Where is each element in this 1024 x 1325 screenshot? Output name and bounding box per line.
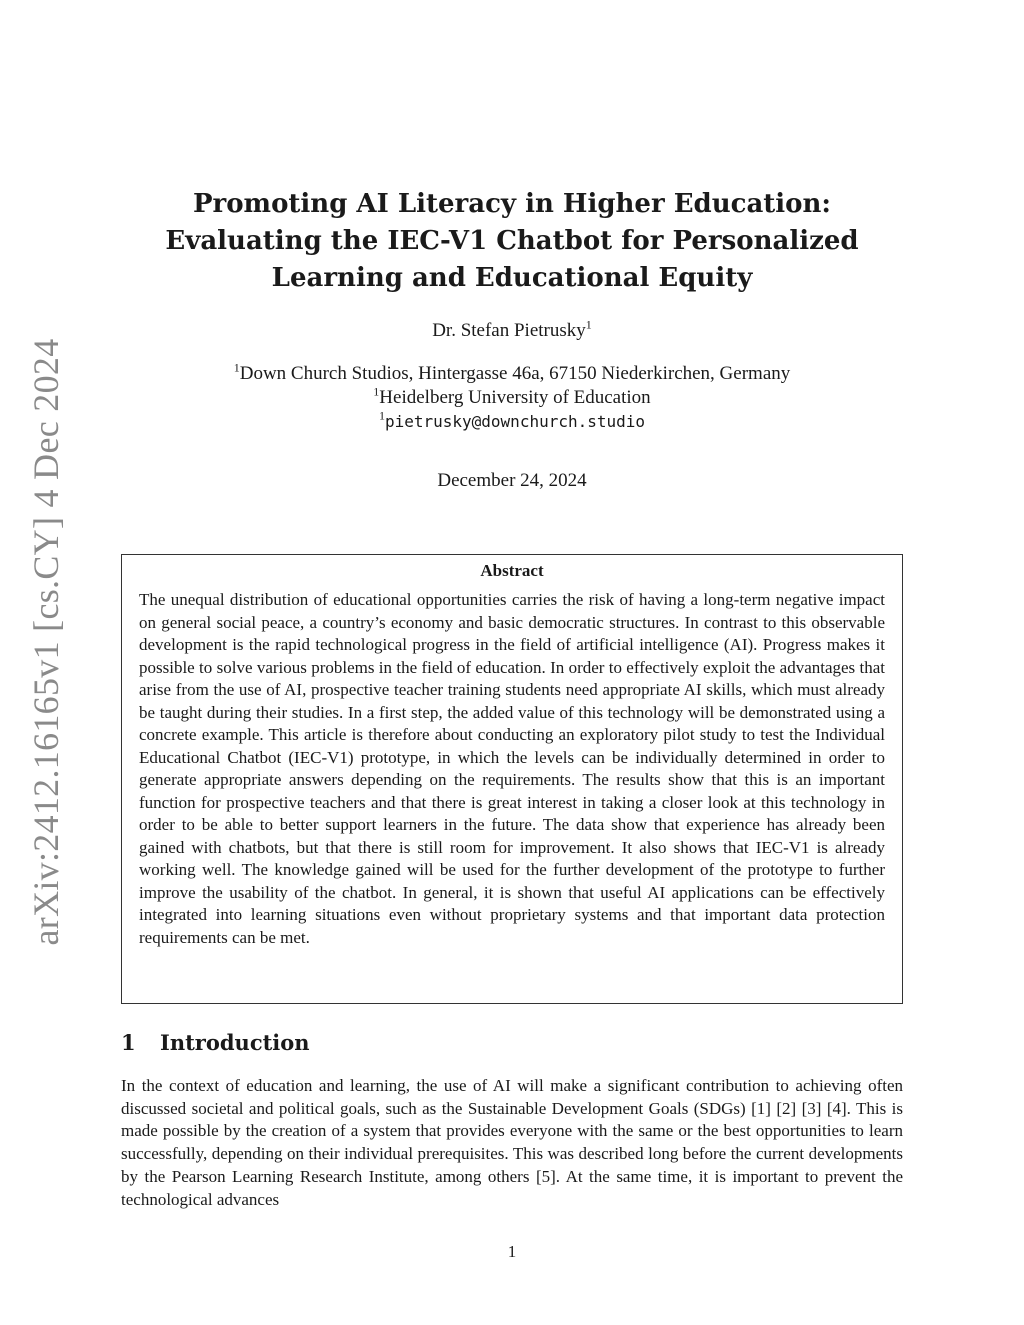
- paper-title: [0, 186, 1024, 297]
- affiliation-2: $^1$Heidelberg University of Education: [373, 384, 651, 408]
- page-number: 1: [507, 1242, 517, 1261]
- author-name: Dr. Stefan Pietrusky: [432, 320, 586, 341]
- abstract-box: [121, 554, 903, 1004]
- affiliation-1: $^1$Down Church Studios, Hintergasse 46a, 67150 Niederkirchen, Germany: [233, 360, 791, 384]
- publication-date: December 24, 2024: [437, 470, 587, 491]
- author: [0, 317, 1024, 342]
- section-title: Introduction: [160, 1030, 310, 1055]
- title-line-1: Promoting AI Literacy in Higher Education:: [192, 189, 832, 219]
- author-email[interactable]: $^1$pietrusky@downchurch.studio: [378, 408, 646, 431]
- arxiv-identifier: arXiv:2412.16165v1 [cs.CY] 4 Dec 2024: [26, 338, 66, 946]
- abstract-text: The unequal distribution of educational opportunities carries the risk of having a long-term negative impact on general social peace, a country’s economy and basic democratic structures. In contrast to this observable development is the rapid technological progress in the field of artificial intelligence (AI). Progress makes it possible to solve various problems in the field of education. In order to effectively exploit the advantages that arise from the use of AI, prospective teacher training students need appropriate AI skills, which must already be taught during their studies. In a first step, the added value of this technology will be demonstrated using a concrete example. This article is therefore about conducting an exploratory pilot study to test the Individual Educational Chatbot (IEC-V1) prototype, in which the levels can be individually determined in order to generate appropriate answers depending on the requirements. The results show that this is an important function for prospective teachers and that there is great interest in taking a closer look at this technology in order to be able to better support learners in the future. The data show that experience has already been gained with chatbots, but that there is still room for improvement. It also shows that IEC-V1 is already working well. The knowledge gained will be used for the further development of the prototype to further improve the usability of the chatbot. In general, it is shown that useful AI applications can be effectively integrated into learning situations even without proprietary systems and that important data protection requirements can be met.: [139, 590, 885, 947]
- section-number: 1: [121, 1030, 136, 1055]
- abstract-heading: Abstract: [480, 561, 544, 580]
- introduction-text: In the context of education and learning, the use of AI will make a significant contribution to achieving often discussed societal and political goals, such as the Sustainable Development Goals (SDGs) [1] [2] [3] [4]. This is made possible by the creation of a system that provides everyone with the same or the best opportunities to learn successfully, depending on their individual prerequisites. This was described long before the current developments by the Pearson Learning Research Institute, among others [5]. At the same time, it is important to prevent the technological advances: [121, 1076, 903, 1209]
- title-line-3: Learning and Educational Equity: [271, 263, 753, 293]
- affiliations: [0, 362, 1024, 434]
- email-link[interactable]: pietrusky@downchurch.studio: [384, 412, 646, 431]
- title-line-2: Evaluating the IEC-V1 Chatbot for Personalized: [165, 226, 859, 256]
- section-heading-introduction: [121, 1030, 310, 1055]
- author-sup: 1: [585, 317, 592, 332]
